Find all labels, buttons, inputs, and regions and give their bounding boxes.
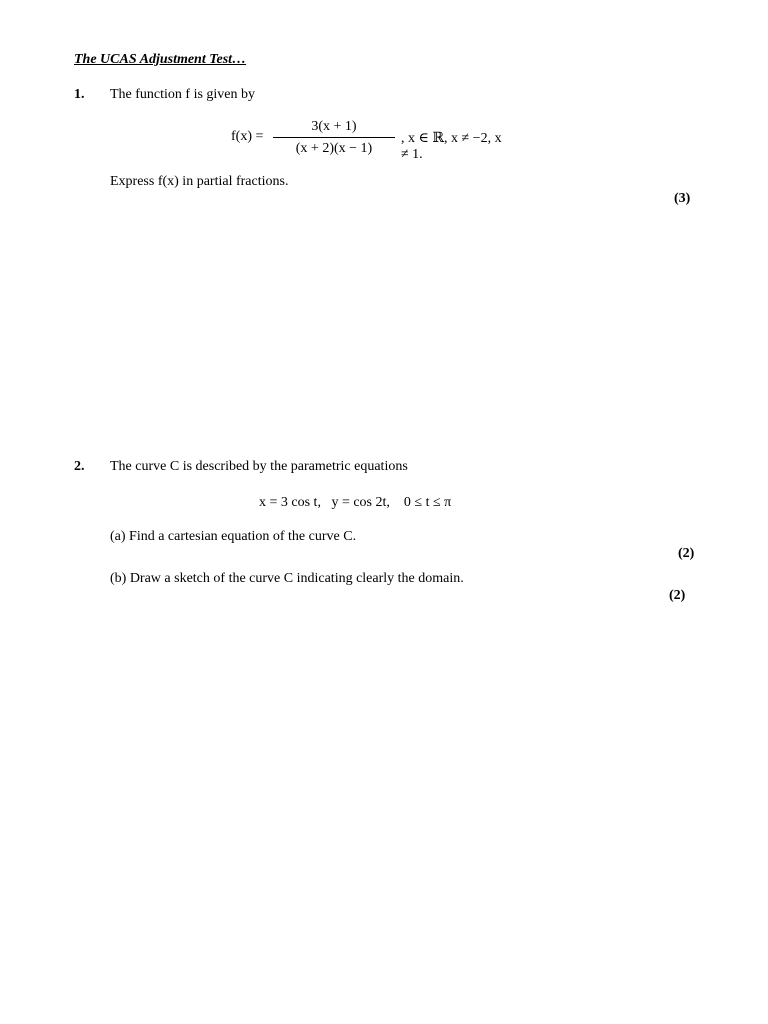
question-2-number: 2. [74,459,85,474]
question-2b-text: (b) Draw a sketch of the curve C indicating clearly the domain. [110,571,464,586]
question-1-intro: The function f is given by [110,87,256,102]
question-2b-marks: (2) [669,588,686,603]
function-lhs: f(x) = [231,129,264,144]
question-1-number: 1. [74,87,85,102]
fraction-denominator: (x + 2)(x − 1) [295,141,373,156]
question-2a-marks: (2) [678,546,695,561]
fraction [273,118,395,158]
function-definition [231,118,511,162]
question-2-intro: The curve C is described by the parametric equations [110,459,408,474]
function-domain-condition: , x ∈ ℝ, x ≠ −2, x ≠ 1. [401,131,502,162]
page-title: The UCAS Adjustment Test… [74,52,247,67]
question-1-prompt: Express f(x) in partial fractions. [110,174,289,189]
fraction-numerator: 3(x + 1) [311,119,357,134]
question-1-marks: (3) [674,191,691,206]
question-2a-text: (a) Find a cartesian equation of the curve C. [110,529,357,544]
parametric-equations: x = 3 cos t, y = cos 2t, 0 ≤ t ≤ π [259,495,452,510]
fraction-bar [273,137,395,138]
